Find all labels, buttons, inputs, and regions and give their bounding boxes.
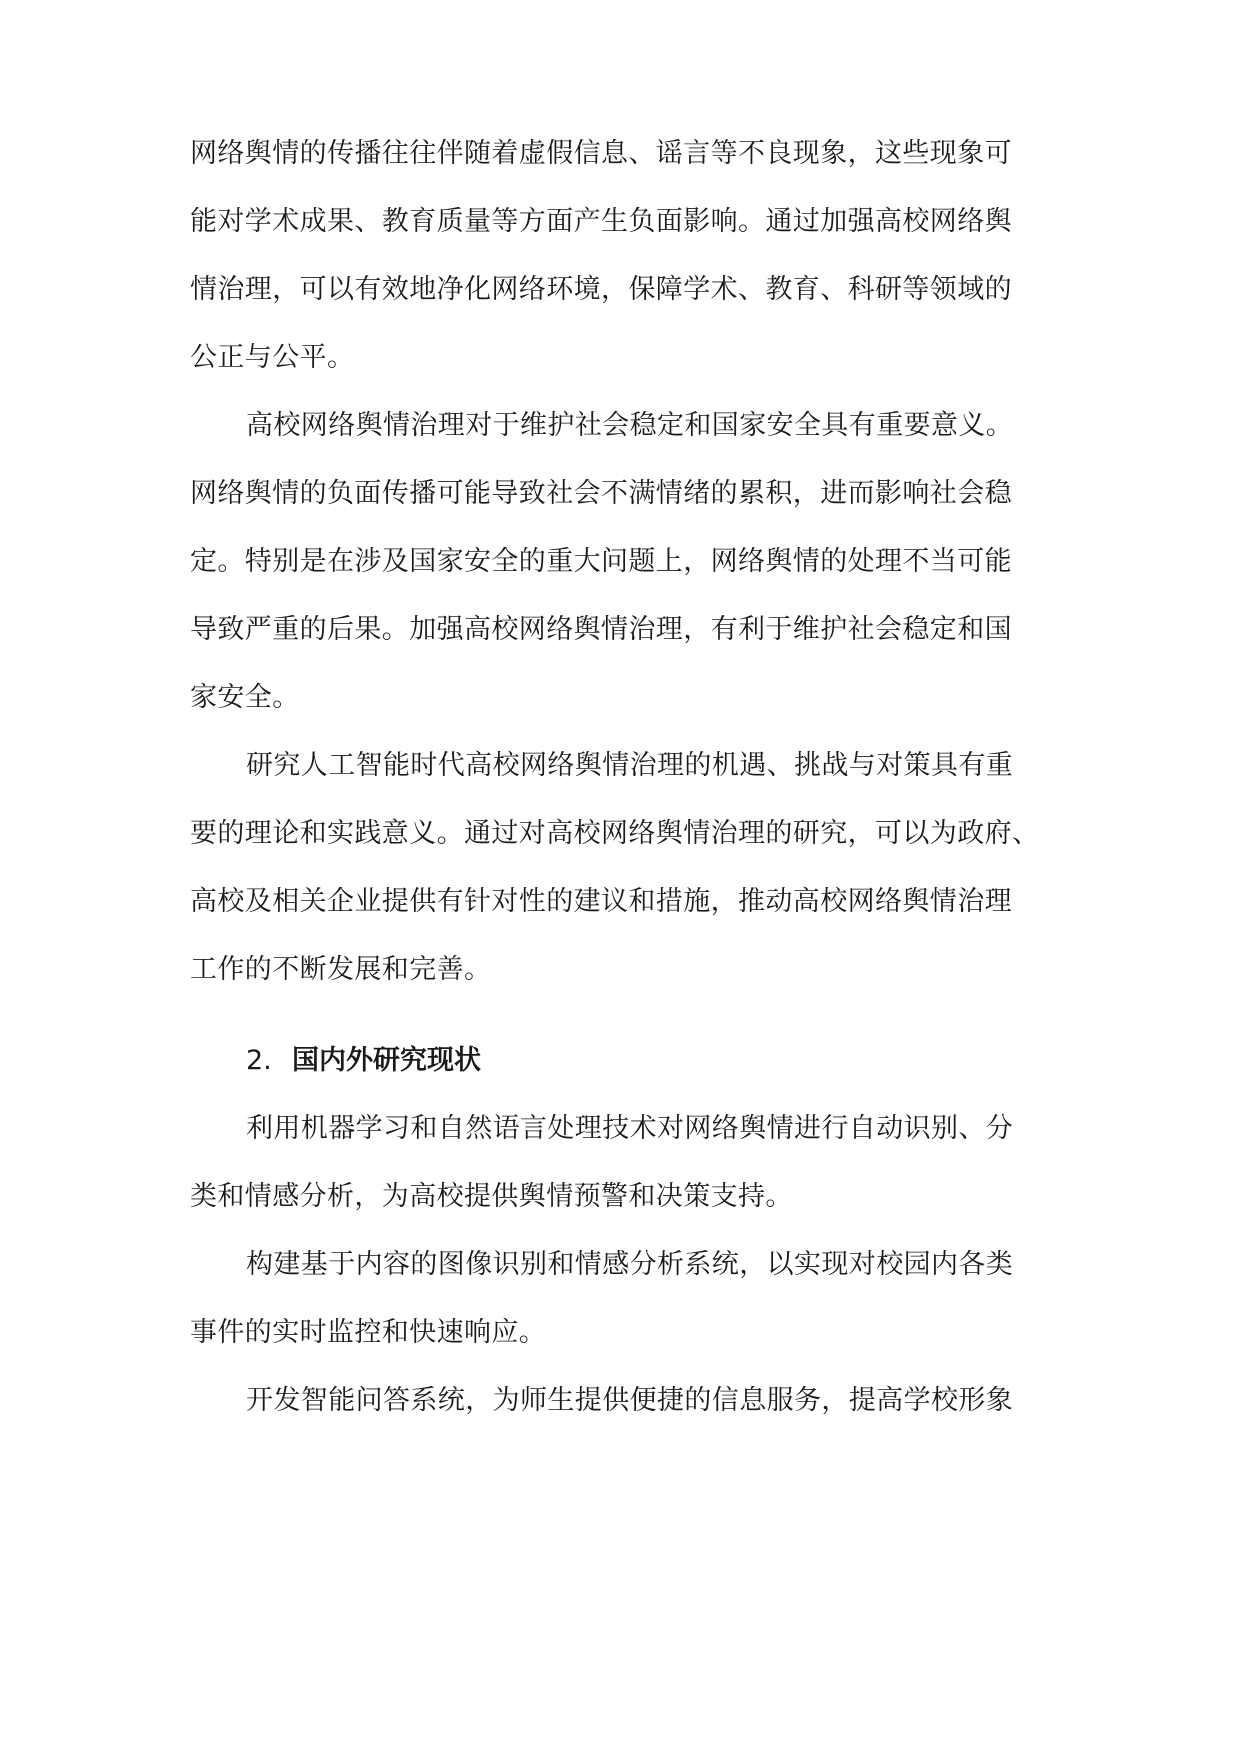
- paragraph-line: 工作的不断发展和完善。: [190, 954, 492, 985]
- paragraph-line: 研究人工智能时代高校网络舆情治理的机遇、挑战与对策具有重: [246, 750, 1014, 781]
- paragraph-line: 公正与公平。: [190, 342, 355, 373]
- paragraph-line: 事件的实时监控和快速响应。: [190, 1317, 547, 1348]
- paragraph-line: 家安全。: [190, 682, 300, 713]
- paragraph-line: 高校及相关企业提供有针对性的建议和措施，推动高校网络舆情治理: [190, 886, 1012, 917]
- section-number: 2.: [246, 1045, 272, 1076]
- paragraph-line: 开发智能问答系统，为师生提供便捷的信息服务，提高学校形象: [246, 1385, 1014, 1416]
- paragraph-line: 构建基于内容的图像识别和情感分析系统，以实现对校园内各类: [246, 1249, 1014, 1280]
- paragraph-line: 定。特别是在涉及国家安全的重大问题上，网络舆情的处理不当可能: [190, 546, 1012, 577]
- paragraph-line: 利用机器学习和自然语言处理技术对网络舆情进行自动识别、分: [246, 1113, 1014, 1144]
- paragraph-line: 高校网络舆情治理对于维护社会稳定和国家安全具有重要意义。: [246, 410, 1014, 441]
- paragraph-line: 导致严重的后果。加强高校网络舆情治理，有利于维护社会稳定和国: [190, 614, 1012, 645]
- paragraph-line: 类和情感分析，为高校提供舆情预警和决策支持。: [190, 1181, 793, 1212]
- paragraph-line: 网络舆情的负面传播可能导致社会不满情绪的累积，进而影响社会稳: [190, 478, 1012, 509]
- paragraph-line: 网络舆情的传播往往伴随着虚假信息、谣言等不良现象，这些现象可: [190, 138, 1012, 169]
- paragraph-line: 情治理，可以有效地净化网络环境，保障学术、教育、科研等领域的: [190, 274, 1012, 305]
- section-heading: [246, 1039, 481, 1083]
- paragraph-line: 要的理论和实践意义。通过对高校网络舆情治理的研究，可以为政府、: [190, 818, 1040, 849]
- section-title: 国内外研究现状: [292, 1045, 481, 1076]
- paragraph-line: 能对学术成果、教育质量等方面产生负面影响。通过加强高校网络舆: [190, 206, 1012, 237]
